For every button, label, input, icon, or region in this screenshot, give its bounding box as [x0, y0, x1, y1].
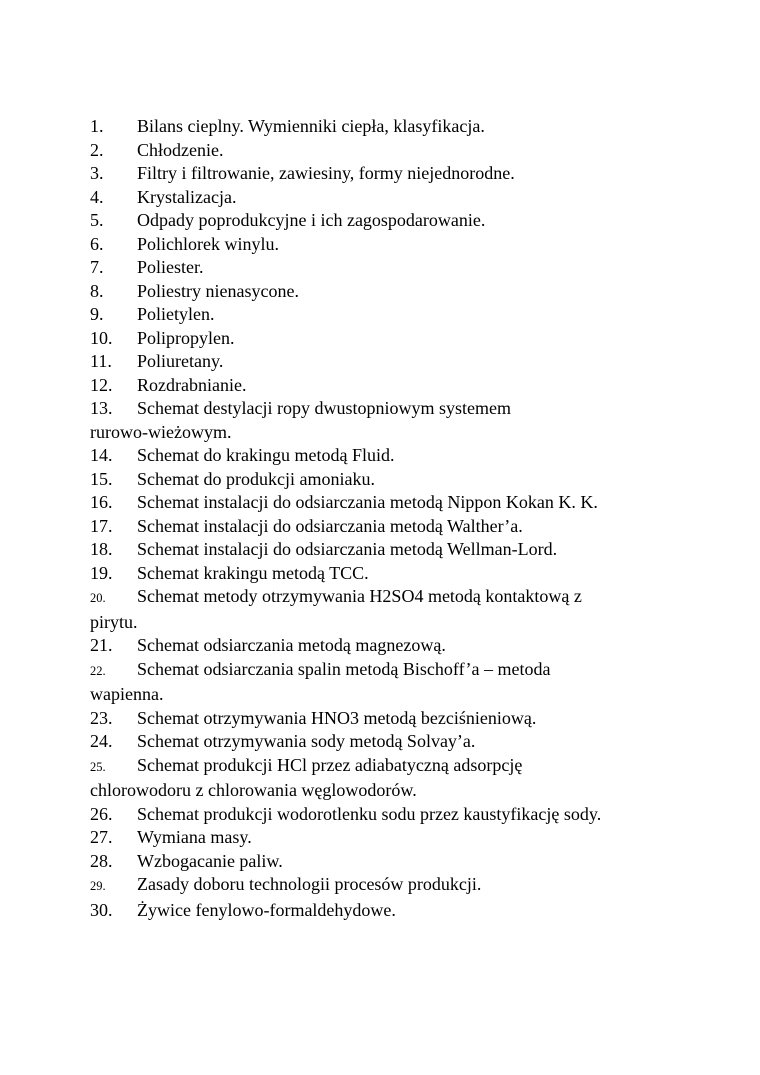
list-item-text: Żywice fenylowo-formaldehydowe.: [137, 899, 396, 920]
list-item: [90, 658, 690, 707]
list-item-text: Rozdrabnianie.: [137, 374, 247, 395]
list-item-text: Schemat instalacji do odsiarczania metodą Nippon Kokan K. K.: [137, 492, 598, 512]
list-item: [90, 115, 690, 139]
list-item-number: 18.: [90, 539, 113, 559]
list-item-number: 26.: [90, 803, 113, 824]
topic-list: [90, 115, 690, 922]
list-item: [90, 444, 690, 468]
list-item: [90, 562, 690, 586]
list-item-text: Wymiana masy.: [137, 827, 252, 847]
list-item-text: Polipropylen.: [137, 327, 235, 348]
list-item-number: 12.: [90, 374, 113, 395]
list-item: [90, 850, 690, 874]
list-item-number: 7.: [90, 257, 104, 277]
list-item-number: 1.: [90, 116, 104, 136]
list-item-text: Schemat produkcji HCl przez adiabatyczną adsorpcję: [137, 754, 523, 775]
list-item-text: Wzbogacanie paliw.: [137, 850, 283, 871]
list-item: [90, 754, 690, 803]
list-item: [90, 327, 690, 351]
list-item-number: 16.: [90, 492, 113, 512]
list-item: [90, 515, 690, 539]
list-item-number: 30.: [90, 899, 113, 920]
list-item-continuation: chlorowodoru z chlorowania węglowodorów.: [90, 780, 417, 800]
list-item-number: 4.: [90, 186, 104, 207]
list-item-text: Poliester.: [137, 257, 204, 277]
list-item: [90, 538, 690, 562]
list-item: [90, 803, 690, 827]
list-item-number: 29.: [90, 879, 106, 893]
list-item-text: Schemat odsiarczania spalin metodą Bischoff’a – metoda: [137, 658, 551, 679]
list-item-number: 9.: [90, 304, 104, 324]
list-item: [90, 826, 690, 850]
list-item-number: 13.: [90, 398, 113, 418]
list-item-number: 22.: [90, 663, 106, 678]
list-item-number: 10.: [90, 327, 113, 348]
list-item-number: 5.: [90, 210, 104, 230]
list-item: [90, 468, 690, 492]
list-item: [90, 256, 690, 280]
list-item-text: Polietylen.: [137, 304, 215, 324]
list-item-number: 2.: [90, 139, 104, 160]
list-item: [90, 209, 690, 233]
list-item: [90, 162, 690, 186]
list-item-text: Schemat instalacji do odsiarczania metodą Wellman-Lord.: [137, 539, 558, 559]
list-item: [90, 233, 690, 257]
list-item: [90, 585, 690, 634]
list-item-number: 15.: [90, 468, 113, 489]
list-item-continuation: wapienna.: [90, 684, 164, 704]
list-item-number: 19.: [90, 562, 113, 583]
list-item-text: Schemat odsiarczania metodą magnezową.: [137, 635, 446, 655]
list-item-continuation: pirytu.: [90, 611, 138, 632]
list-item-text: Poliuretany.: [137, 351, 224, 371]
list-item-number: 25.: [90, 759, 106, 774]
list-item-number: 14.: [90, 445, 113, 465]
list-item: [90, 350, 690, 374]
list-item-number: 8.: [90, 280, 104, 301]
list-item-text: Schemat instalacji do odsiarczania metodą Walther’a.: [137, 515, 523, 536]
list-item: [90, 707, 690, 731]
list-item: [90, 397, 690, 444]
list-item-text: Schemat do produkcji amoniaku.: [137, 468, 375, 489]
list-item-number: 27.: [90, 827, 113, 847]
list-item-number: 23.: [90, 707, 113, 728]
list-item-continuation: rurowo-wieżowym.: [90, 421, 232, 442]
list-item: [90, 873, 690, 899]
list-item-number: 24.: [90, 731, 113, 751]
list-item: [90, 730, 690, 754]
list-item-text: Krystalizacja.: [137, 186, 237, 207]
list-item-text: Zasady doboru technologii procesów produkcji.: [137, 874, 482, 894]
list-item: [90, 899, 690, 923]
list-item-text: Polichlorek winylu.: [137, 233, 279, 254]
list-item: [90, 186, 690, 210]
list-item-text: Poliestry nienasycone.: [137, 280, 299, 301]
list-item-text: Odpady poprodukcyjne i ich zagospodarowanie.: [137, 210, 486, 230]
list-item-text: Schemat produkcji wodorotlenku sodu przez kaustyfikację sody.: [137, 803, 602, 824]
list-item: [90, 280, 690, 304]
list-item: [90, 634, 690, 658]
list-item-number: 28.: [90, 850, 113, 871]
list-item-text: Schemat otrzymywania HNO3 metodą bezciśnieniową.: [137, 707, 537, 728]
list-item-number: 17.: [90, 515, 113, 536]
list-item-number: 11.: [90, 351, 112, 371]
list-item-text: Schemat destylacji ropy dwustopniowym systemem: [137, 398, 511, 418]
list-item: [90, 139, 690, 163]
list-item-text: Schemat metody otrzymywania H2SO4 metodą kontaktową z: [137, 586, 582, 606]
list-item-number: 21.: [90, 635, 113, 655]
list-item-text: Schemat do krakingu metodą Fluid.: [137, 445, 395, 465]
list-item: [90, 491, 690, 515]
list-item-text: Filtry i filtrowanie, zawiesiny, formy niejednorodne.: [137, 163, 515, 183]
list-item-text: Schemat krakingu metodą TCC.: [137, 562, 369, 583]
list-item-text: Chłodzenie.: [137, 139, 224, 160]
list-item: [90, 374, 690, 398]
list-item-text: Bilans cieplny. Wymienniki ciepła, klasyfikacja.: [137, 116, 485, 136]
list-item-text: Schemat otrzymywania sody metodą Solvay’a.: [137, 731, 476, 751]
list-item: [90, 303, 690, 327]
list-item-number: 20.: [90, 591, 106, 605]
list-item-number: 3.: [90, 163, 104, 183]
list-item-number: 6.: [90, 233, 104, 254]
